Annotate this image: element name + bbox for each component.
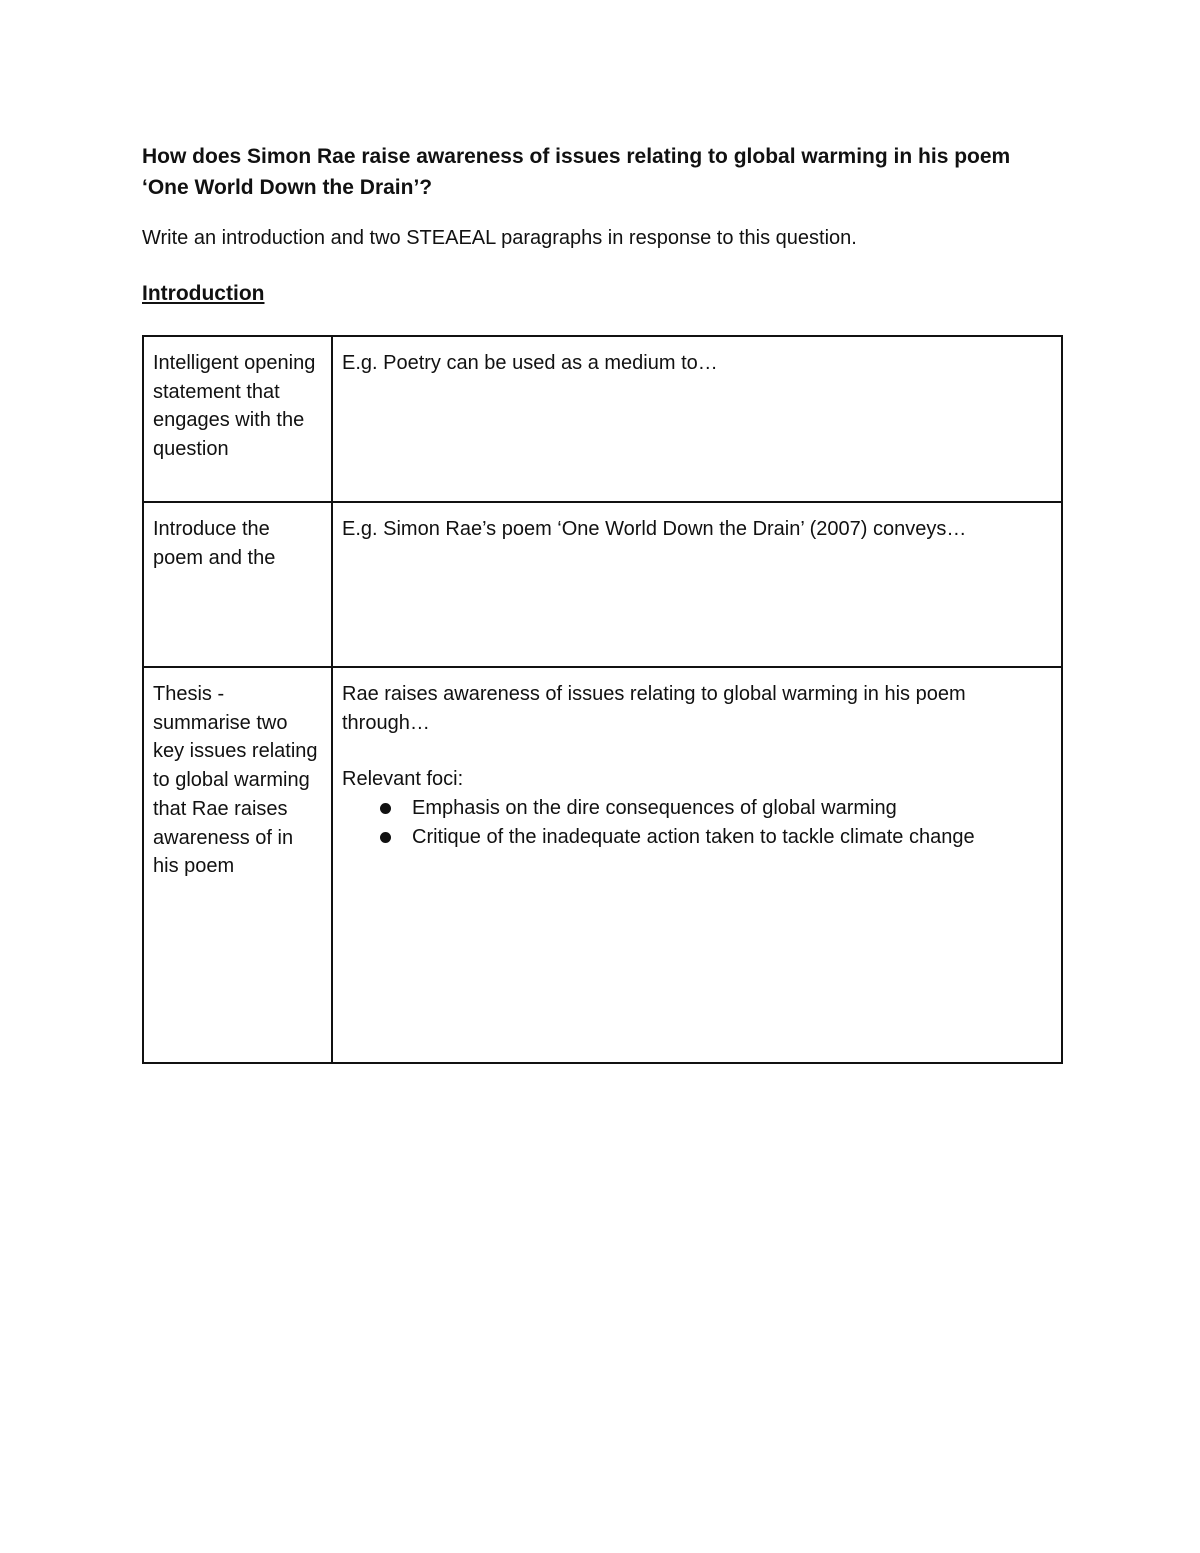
foci-list: [342, 794, 1052, 851]
table-row: [143, 667, 1062, 1063]
essay-question: How does Simon Rae raise awareness of issues relating to global warming in his poem ‘One World Down the Drain’?: [142, 145, 1011, 199]
focus-item-text: Critique of the inadequate action taken to tackle climate change: [412, 825, 975, 848]
section-heading-introduction: Introduction: [142, 282, 265, 305]
foci-heading: Relevant foci:: [342, 768, 464, 791]
spacer: [342, 737, 1052, 765]
row-content-introduce-poem[interactable]: E.g. Simon Rae’s poem ‘One World Down the Drain’ (2007) conveys…: [332, 502, 1062, 667]
focus-item-text: Emphasis on the dire consequences of global warming: [412, 797, 897, 820]
bullet-icon: [380, 832, 391, 843]
list-item: [412, 794, 1052, 823]
task-instruction: Write an introduction and two STEAEAL paragraphs in response to this question.: [142, 227, 857, 249]
list-item: [412, 823, 1052, 852]
row-content-thesis[interactable]: [332, 667, 1062, 1063]
row-label-introduce-poem: Introduce the poem and the: [143, 502, 332, 667]
thesis-starter-text: Rae raises awareness of issues relating to global warming in his poem through…: [342, 683, 966, 734]
table-row: [143, 336, 1062, 502]
bullet-icon: [380, 803, 391, 814]
introduction-planning-table: [142, 335, 1063, 1064]
table-row: [143, 502, 1062, 667]
row-content-opening-statement[interactable]: E.g. Poetry can be used as a medium to…: [332, 336, 1062, 502]
row-label-thesis: Thesis - summarise two key issues relating to global warming that Rae raises awareness of in his poem: [143, 667, 332, 1063]
row-label-opening-statement: Intelligent opening statement that engages with the question: [143, 336, 332, 502]
